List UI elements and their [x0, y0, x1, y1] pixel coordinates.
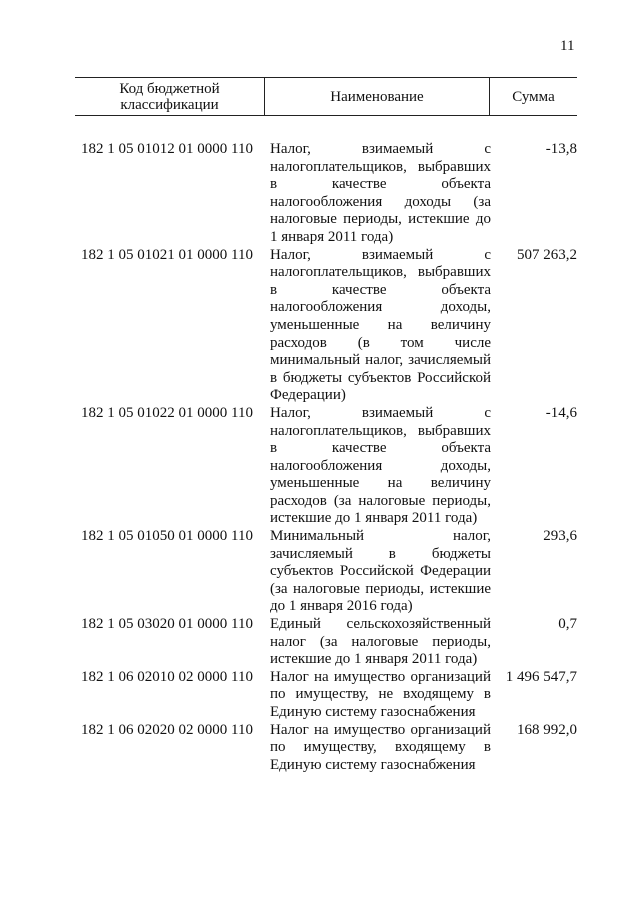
row-sum: 1 496 547,7	[505, 668, 577, 685]
header-name: Наименование	[265, 78, 490, 115]
row-name: Налог, взимаемый с налогоплательщиков, выбравших в качестве объекта налогообложения доходы (за налоговые периоды, истекшие до 1 января 2011 года)	[270, 141, 491, 245]
header-sum: Сумма	[512, 88, 555, 105]
row-sum: -14,6	[545, 404, 577, 421]
table-body	[75, 141, 577, 774]
table-row	[75, 722, 577, 775]
row-code: 182 1 05 01012 01 0000 110	[81, 141, 253, 157]
row-name: Налог, взимаемый с налогоплательщиков, выбравших в качестве объекта налогообложения доходы, уменьшенные на величину расходов (за налоговые периоды, истекшие до 1 января 2011 года)	[270, 404, 491, 527]
row-code: 182 1 05 01050 01 0000 110	[81, 528, 253, 545]
table-row	[75, 616, 577, 669]
row-name: Минимальный налог, зачисляемый в бюджеты субъектов Российской Федерации (за налоговые периоды, истекшие до 1 января 2016 года)	[270, 528, 491, 615]
row-sum: 168 992,0	[517, 721, 577, 738]
row-code: 182 1 06 02020 02 0000 110	[81, 721, 253, 738]
table-row	[75, 141, 577, 247]
row-code: 182 1 06 02010 02 0000 110	[81, 668, 253, 685]
table-row	[75, 528, 577, 616]
header-code: Код бюджетной классификации	[75, 78, 265, 115]
row-name: Налог на имущество организаций по имуществу, не входящему в Единую систему газоснабжения	[270, 668, 491, 720]
row-code: 182 1 05 01022 01 0000 110	[81, 404, 253, 421]
row-sum: 0,7	[558, 616, 577, 633]
table-row	[75, 669, 577, 722]
row-name: Налог на имущество организаций по имуществу, входящему в Единую систему газоснабжения	[270, 721, 491, 773]
row-sum: -13,8	[545, 141, 577, 157]
row-sum: 507 263,2	[517, 246, 577, 263]
table-row	[75, 247, 577, 405]
row-code: 182 1 05 01021 01 0000 110	[81, 246, 253, 263]
table-row	[75, 405, 577, 528]
row-name: Единый сельскохозяйственный налог (за налоговые периоды, истекшие до 1 января 2011 года)	[270, 616, 491, 668]
table-header	[75, 77, 577, 116]
row-name: Налог, взимаемый с налогоплательщиков, выбравших в качестве объекта налогообложения доходы, уменьшенные на величину расходов (в том числе минимальный налог, зачисляемый в бюджеты субъектов Российской Федерации)	[270, 246, 491, 404]
page-number: 11	[560, 38, 575, 54]
row-code: 182 1 05 03020 01 0000 110	[81, 616, 253, 633]
row-sum: 293,6	[543, 528, 577, 545]
